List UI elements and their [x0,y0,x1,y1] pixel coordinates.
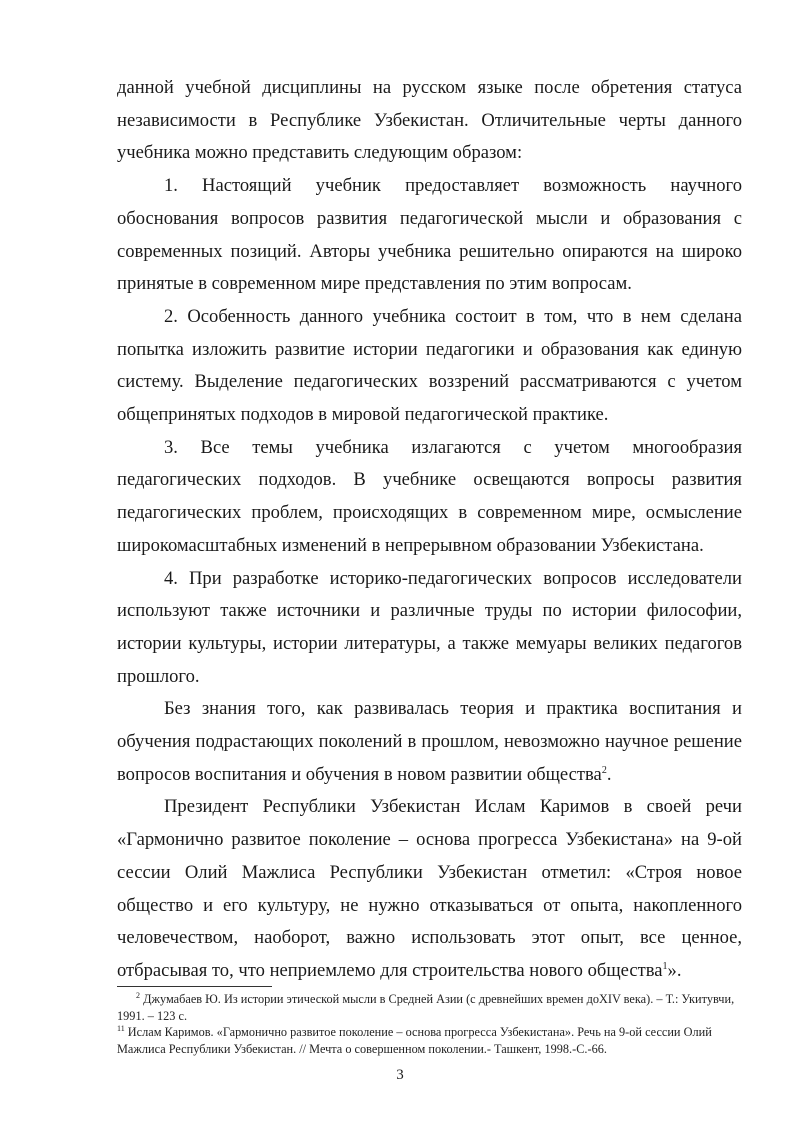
footnotes [117,991,742,1057]
paragraph-knowledge-end: . [606,763,612,785]
paragraph-knowledge [117,693,742,791]
paragraph-intro: данной учебной дисциплины на русском языке после обретения статуса независимости в Республике Узбекистан. Отличительные черты данного учебника можно представить следующим образом: [117,77,742,164]
page-body [117,72,742,988]
paragraph-point-3: 3. Все темы учебника излагаются с учетом многообразия педагогических подходов. В учебнике освещаются вопросы развития педагогических проблем, происходящих в современном мире, осмысление широкомасштабных изменений в непрерывном образовании Узбекистана. [117,436,742,556]
footnote-mark: 2 [136,990,140,1000]
paragraph-point-2: 2. Особенность данного учебника состоит в том, что в нем сделана попытка изложить развитие истории педагогики и образования как единую систему. Выделение педагогических воззрений рассматриваются с учетом общепринятых подходов в мировой педагогической практике. [117,305,742,426]
footnote-ref-2[interactable]: 2 [601,764,607,776]
paragraph-president-quote-text: Президент Республики Узбекистан Ислам Каримов в своей речи «Гармонично развитое поколение – основа прогресса Узбекистана» на 9-ой сессии Олий Мажлиса Республики Узбекистан отметил: «Строя новое общество и его культуру, не нужно отказываться от опыта, накопленного человечеством, наоборот, важно использовать этот опыт, все ценное, отбрасывая то, что неприемлемо для строительства нового общества [117,796,742,981]
page-number: 3 [396,1067,404,1083]
footnote-ref-1[interactable]: 1 [662,960,668,972]
paragraph-president-quote-end: ». [667,959,682,981]
paragraph-knowledge-text: Без знания того, как развивалась теория и практика воспитания и обучения подрастающих поколений в прошлом, невозможно научное решение вопросов воспитания и обучения в новом развитии общества [117,698,742,785]
paragraph-point-1: 1. Настоящий учебник предоставляет возможность научного обоснования вопросов развития педагогической мысли и образования с современных позиций. Авторы учебника решительно опираются на широко принятые в современном мире представления по этим вопросам. [117,175,742,295]
footnote-item [117,991,742,1024]
footnote-separator [117,986,272,987]
footnote-mark: 11 [117,1024,125,1034]
footnote-text: Джумабаев Ю. Из истории этической мысли в Средней Азии (с древнейших времен доXIV века). – Т.: Укитувчи, 1991. – 123 с. [117,992,735,1023]
footnote-item [117,1024,742,1057]
footnote-text: Ислам Каримов. «Гармонично развитое поколение – основа прогресса Узбекистана». Речь на 9-ой сессии Олий Мажлиса Республики Узбекистан. // Мечта о совершенном поколении.- Ташкент, 1998.-С.-66. [117,1025,712,1056]
paragraph-point-4: 4. При разработке историко-педагогических вопросов исследователи используют также источники и различные труды по истории философии, истории культуры, истории литературы, а также мемуары великих педагогов прошлого. [117,567,742,687]
paragraph-president-quote [117,791,742,987]
